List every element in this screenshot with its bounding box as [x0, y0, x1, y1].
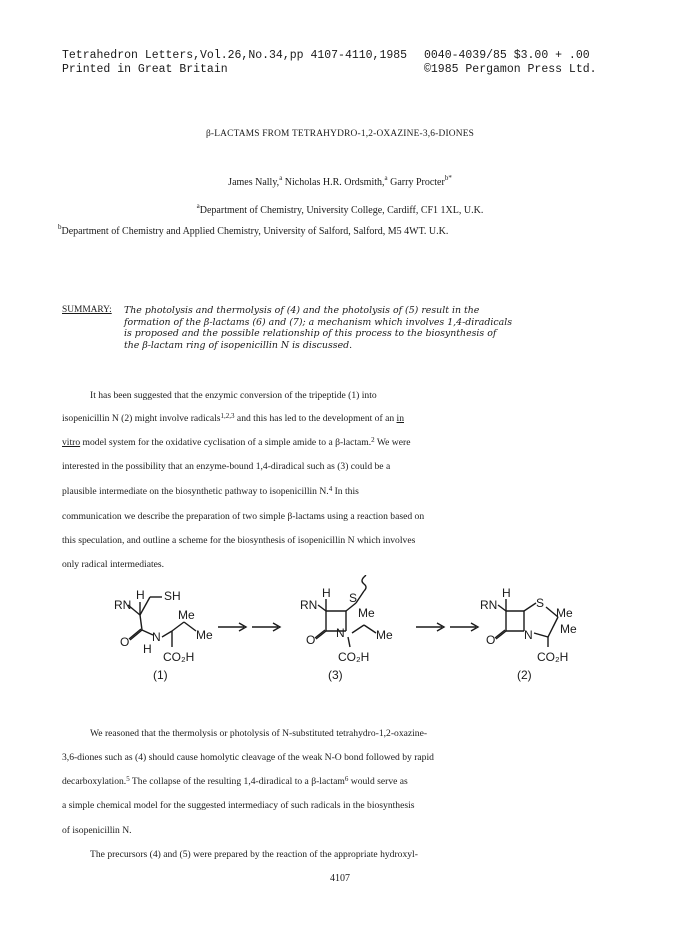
- reaction-scheme: [0, 575, 680, 695]
- author-1: James Nally,: [228, 177, 280, 188]
- journal-citation: Tetrahedron Letters,Vol.26,No.34,pp 4107-4110,1985: [62, 49, 408, 62]
- c2-co2h: CO₂H: [537, 650, 569, 664]
- c1-co2h: CO₂H: [163, 650, 195, 664]
- author-list: James Nally,$^a$ Nicholas H.R. Ordsmith,$^a$ Garry Procter$^{b*}$: [228, 174, 452, 188]
- paper-title: β-LACTAMS FROM TETRAHYDRO-1,2-OXAZINE-3,6-DIONES: [205, 129, 475, 139]
- c1-rn: RN: [114, 598, 132, 612]
- c2-rn: RN: [480, 598, 498, 612]
- c2-me2: Me: [560, 622, 577, 636]
- c2-me1: Me: [556, 606, 573, 620]
- c3-me2: Me: [376, 628, 393, 642]
- c1-h: H: [136, 588, 145, 602]
- page-number: 4107: [330, 873, 350, 884]
- c2-n: N: [524, 628, 533, 642]
- c1-n: N: [152, 630, 161, 644]
- summary-label: SUMMARY:: [62, 305, 112, 315]
- issn-price: 0040-4039/85 $3.00 + .00: [424, 49, 590, 62]
- c2-o: O: [486, 633, 496, 647]
- c1-sh: SH: [164, 589, 181, 603]
- c1-me2: Me: [196, 628, 213, 642]
- compound-1-structure: [128, 597, 196, 647]
- author-2: Nicholas H.R. Ordsmith,: [282, 177, 385, 188]
- c2-h: H: [502, 586, 511, 600]
- c1-me1: Me: [178, 608, 195, 622]
- copyright: ©1985 Pergamon Press Ltd.: [424, 63, 597, 76]
- affiliation-b: $^b$Department of Chemistry and Applied Chemistry, University of Salford, Salford, M5 4WT. U.K.: [58, 223, 449, 237]
- c3-s: S: [349, 591, 358, 605]
- c1-o: O: [120, 635, 130, 649]
- c3-h: H: [322, 586, 331, 600]
- c3-o: O: [306, 633, 316, 647]
- c3-label: (3): [328, 668, 343, 682]
- affiliation-a: $^a$Department of Chemistry, University College, Cardiff, CF1 1XL, U.K.: [196, 202, 484, 216]
- printed-location: Printed in Great Britain: [62, 63, 228, 76]
- c1-label: (1): [153, 668, 168, 682]
- c3-co2h: CO₂H: [338, 650, 370, 664]
- c3-rn: RN: [300, 598, 318, 612]
- author-3: Garry Procter: [387, 177, 445, 188]
- c3-n: N: [336, 626, 345, 640]
- c2-label: (2): [517, 668, 532, 682]
- summary-text: The photolysis and thermolysis of (4) and the photolysis of (5) result in the formation of the β-lactams (6) and (7); a mechanism which involves 1,4-diradicals is proposed and the possible relationship of this process to the biosynthesis of the β-lactam ring of isopenicillin N is discussed.: [124, 305, 513, 351]
- c2-s: S: [536, 596, 545, 610]
- c1-hn: H: [143, 642, 152, 656]
- c3-me1: Me: [358, 606, 375, 620]
